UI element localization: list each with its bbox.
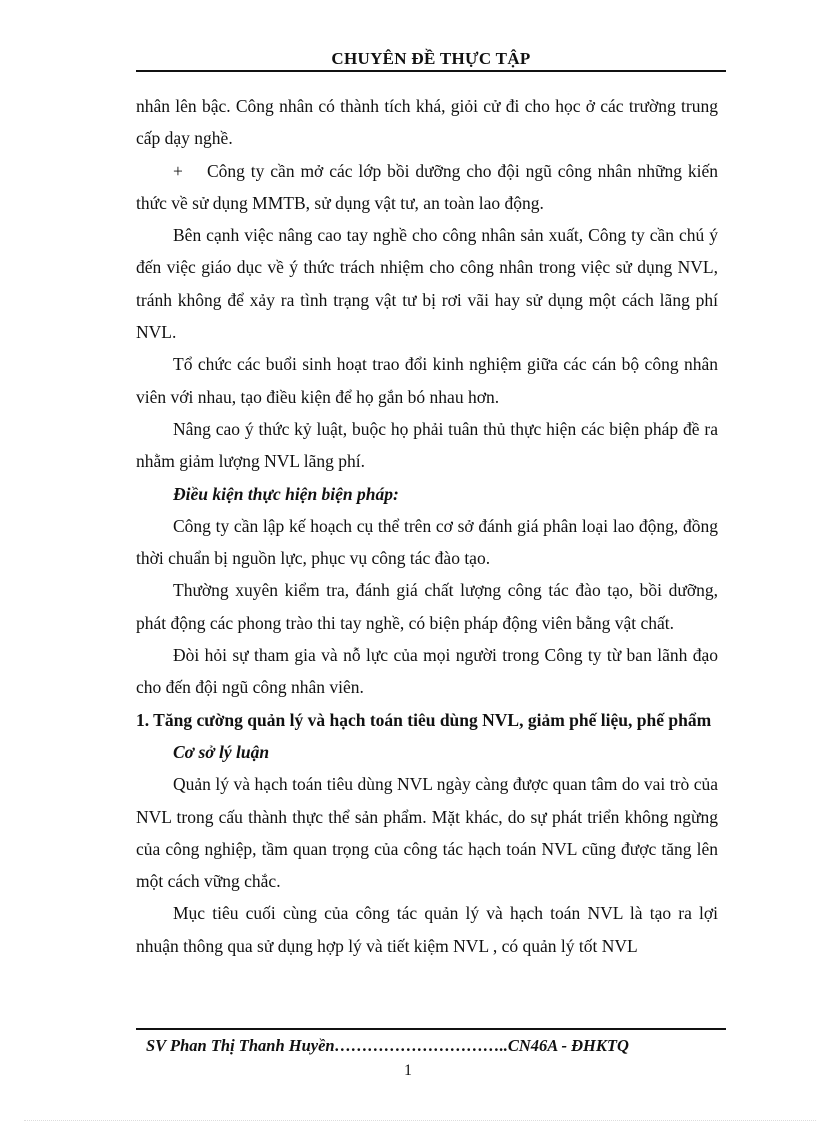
plus-bullet-symbol: + xyxy=(173,160,183,181)
page-header-title: CHUYÊN ĐỀ THỰC TẬP xyxy=(331,49,531,68)
header-rule xyxy=(136,70,726,72)
section-heading: 1. Tăng cường quản lý và hạch toán tiêu dùng NVL, giảm phế liệu, phế phẩm xyxy=(136,709,712,730)
footer-rule xyxy=(136,1028,726,1030)
page-number: 1 xyxy=(404,1062,412,1079)
paragraph: Tổ chức các buổi sinh hoạt trao đổi kinh nghiệm giữa các cán bộ công nhân viên với nhau, tạo điều kiện để họ gắn bó nhau hơn. xyxy=(136,354,718,407)
subheading-theory: Cơ sở lý luận xyxy=(173,741,270,762)
paragraph: Nâng cao ý thức kỷ luật, buộc họ phải tuân thủ thực hiện các biện pháp đề ra nhằm giảm lượng NVL lãng phí. xyxy=(136,418,718,472)
paragraph: Thường xuyên kiểm tra, đánh giá chất lượng công tác đào tạo, bồi dưỡng, phát động các phong trào thi tay nghề, có biện pháp động viên bằng vật chất. xyxy=(136,580,718,633)
page-footer-author: SV Phan Thị Thanh Huyền…………………………..CN46A - ĐHKTQ xyxy=(146,1036,629,1055)
paragraph: Đòi hỏi sự tham gia và nỗ lực của mọi người trong Công ty từ ban lãnh đạo cho đến đội ngũ công nhân viên. xyxy=(136,645,718,698)
paragraph: Công ty cần lập kế hoạch cụ thể trên cơ sở đánh giá phân loại lao động, đồng thời chuẩn bị nguồn lực, phục vụ công tác đào tạo. xyxy=(136,515,718,569)
bullet-paragraph xyxy=(136,155,718,220)
paragraph: Mục tiêu cuối cùng của công tác quản lý và hạch toán NVL là tạo ra lợi nhuận thông qua sử dụng hợp lý và tiết kiệm NVL , có quản lý tốt NVL xyxy=(136,903,718,956)
bullet-text: Công ty cần mở các lớp bồi dưỡng cho đội ngũ công nhân những kiến thức về sử dụng MMTB, sử dụng vật tư, an toàn lao động. xyxy=(136,160,718,213)
subheading-conditions: Điều kiện thực hiện biện pháp: xyxy=(173,483,399,504)
paragraph: Quản lý và hạch toán tiêu dùng NVL ngày càng được quan tâm do vai trò của NVL trong cấu thành thực thể sản phẩm. Mặt khác, do sự phát triển không ngừng của công nghiệp, tầm quan trọng của công tác hạch toán NVL cũng được tăng lên một cách vững chắc. xyxy=(136,774,718,892)
document-body xyxy=(136,90,718,962)
paragraph-continuation: nhân lên bậc. Công nhân có thành tích khá, giỏi cử đi cho học ở các trường trung cấp dạy nghề. xyxy=(136,96,718,149)
paragraph: Bên cạnh việc nâng cao tay nghề cho công nhân sản xuất, Công ty cần chú ý đến việc giáo dục về ý thức trách nhiệm cho công nhân trong việc sử dụng NVL, tránh không để xảy ra tình trạng vật tư bị rơi vãi hay sử dụng một cách lãng phí NVL. xyxy=(136,225,718,343)
page-edge-line xyxy=(24,1120,816,1121)
